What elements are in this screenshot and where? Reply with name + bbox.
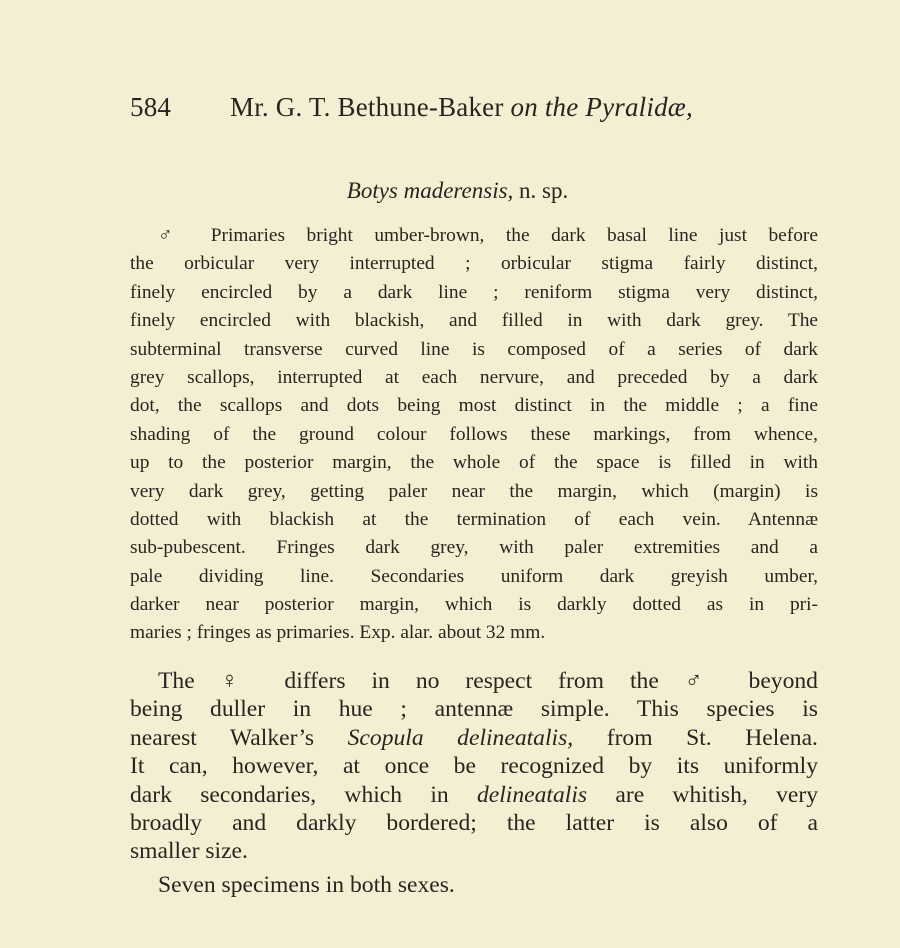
description-line: very dark grey, getting paler near the margin, which (margin) is: [130, 480, 818, 502]
species-description: [130, 222, 818, 648]
species-reference: Scopula delineatalis,: [347, 724, 574, 751]
remarks-line: smaller size.: [130, 838, 248, 865]
remarks-line: [130, 667, 818, 695]
header-topic: on the Pyralidæ,: [510, 92, 693, 122]
description-line: finely encircled with blackish, and filled in with dark grey. The: [130, 310, 818, 332]
description-line: darker near posterior margin, which is darkly dotted as in pri-: [130, 594, 818, 616]
species-reference: delineatalis: [476, 781, 588, 808]
description-line: dotted with blackish at the termination of each vein. Antennæ: [130, 508, 818, 530]
page-number: 584: [130, 92, 172, 122]
remarks-line: [130, 724, 818, 752]
remarks-text: dark secondaries, which in: [130, 781, 449, 808]
description-line: grey scallops, interrupted at each nervure, and preceded by a dark: [130, 366, 818, 388]
species-name: Botys maderensis,: [346, 178, 514, 203]
description-line: shading of the ground colour follows these markings, from whence,: [130, 423, 818, 445]
description-line: dot, the scallops and dots being most distinct in the middle ; a fine: [130, 395, 818, 417]
remarks-text: from St. Helena.: [606, 724, 818, 751]
remarks-text: differs in no respect from the: [284, 668, 659, 694]
male-symbol: ♂: [158, 225, 190, 246]
remarks-text: nearest Walker’s: [130, 724, 315, 751]
closing-line: Seven specimens in both sexes.: [158, 872, 455, 898]
remarks-line: [130, 781, 818, 809]
description-text: Primaries bright umber-brown, the dark basal line just before: [210, 225, 818, 246]
species-heading: [0, 178, 900, 204]
remarks-line: broadly and darkly bordered; the latter is also of a: [130, 809, 818, 836]
description-line: pale dividing line. Secondaries uniform dark greyish umber,: [130, 565, 818, 587]
species-suffix: n. sp.: [519, 178, 569, 203]
remarks-text: beyond: [748, 668, 818, 694]
description-line: finely encircled by a dark line ; reniform stigma very distinct,: [130, 281, 818, 303]
running-header: [130, 92, 770, 123]
remarks-paragraph: [130, 667, 818, 866]
description-line: the orbicular very interrupted ; orbicular stigma fairly distinct,: [130, 253, 818, 275]
description-line: [130, 222, 818, 250]
description-line: sub-pubescent. Fringes dark grey, with paler extremities and a: [130, 537, 818, 559]
description-line: maries ; fringes as primaries. Exp. alar. about 32 mm.: [130, 622, 546, 644]
remarks-text: The: [158, 668, 195, 694]
description-line: subterminal transverse curved line is composed of a series of dark: [130, 338, 818, 360]
male-symbol: ♂: [684, 668, 723, 694]
remarks-text: are whitish, very: [615, 781, 818, 808]
description-line: up to the posterior margin, the whole of the space is filled in with: [130, 452, 818, 474]
header-author: Mr. G. T. Bethune-Baker: [230, 92, 504, 122]
remarks-line: It can, however, at once be recognized by its uniformly: [130, 753, 818, 780]
remarks-line: being duller in hue ; antennæ simple. This species is: [130, 696, 818, 723]
female-symbol: ♀: [220, 668, 259, 694]
